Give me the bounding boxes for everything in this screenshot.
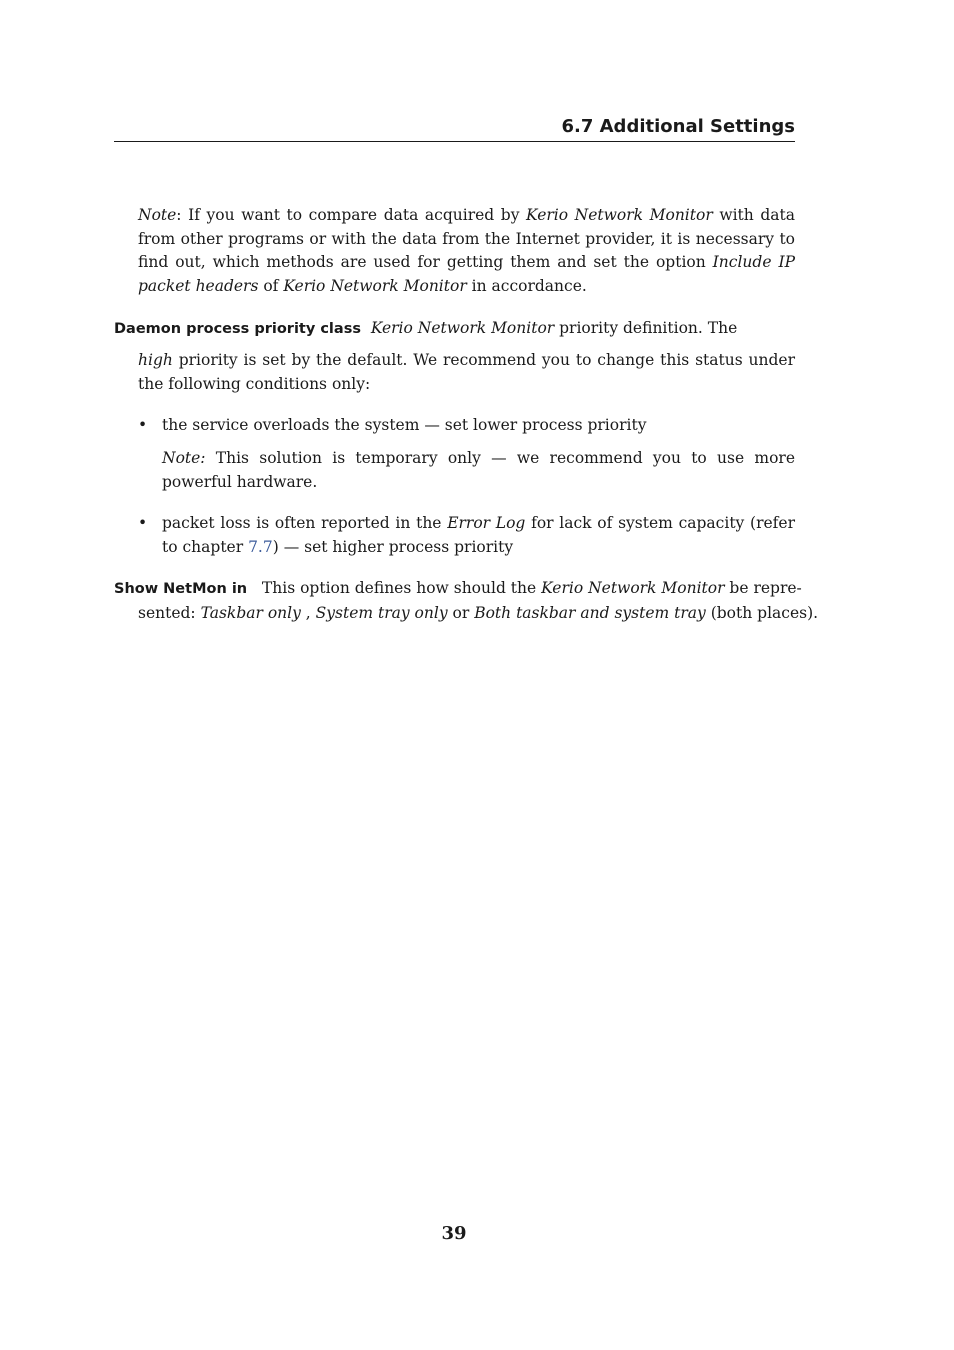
chapter-link[interactable]: 7.7 <box>248 537 273 556</box>
daemon-paragraph <box>138 349 795 396</box>
show-netmon-line-1 <box>114 577 802 602</box>
option-taskbar-only: Taskbar only <box>200 603 301 622</box>
note-paragraph <box>138 204 795 299</box>
show-text-1: This option defines how should the <box>261 579 542 597</box>
item2-text-1: packet loss is often reported in the <box>162 514 448 532</box>
sub-note <box>162 447 795 494</box>
bullet-icon: • <box>138 416 148 434</box>
note-text-1: : If you want to compare data acquired by <box>176 206 527 224</box>
option-system-tray-only: System tray only <box>315 603 448 622</box>
show-text-3: sented: <box>138 603 201 622</box>
definition-term: Daemon process priority class <box>114 321 361 337</box>
item2-text-2: for lack of system capacity (refer to chapter <box>162 514 795 556</box>
product-name: Kerio Network Monitor <box>541 579 725 597</box>
show-text-6: (both places). <box>705 603 819 622</box>
show-netmon-line-2 <box>114 602 819 626</box>
note-text-2: with data from other programs or with the data from the Internet provider, it is necessary to find out, which methods are used for getting them and set the option <box>138 206 795 272</box>
daemon-definition-heading <box>114 317 795 342</box>
note-text-4: in accordance. <box>466 277 587 296</box>
bullet-icon: • <box>138 514 148 532</box>
item2-text-3: ) — set higher process priority <box>272 537 514 556</box>
section-header: 6.7 Additional Settings <box>561 116 795 137</box>
header-rule <box>114 141 795 142</box>
show-text-5: or <box>447 603 475 622</box>
option-name: Include IP packet headers <box>138 253 795 296</box>
show-netmon-definition <box>114 577 819 625</box>
list-item-text <box>162 512 795 559</box>
page-number: 39 <box>441 1223 467 1244</box>
product-name: Kerio Network Monitor <box>370 319 555 337</box>
option-both: Both taskbar and system tray <box>474 603 706 622</box>
show-text-4: , <box>300 603 316 622</box>
product-name: Kerio Network Monitor <box>526 206 713 224</box>
definition-term: Show NetMon in <box>114 581 248 597</box>
show-text-2: be repre- <box>724 579 802 597</box>
daemon-text-2: priority is set by the default. We recommend you to change this status under the following conditions only: <box>138 351 795 393</box>
priority-high: high <box>138 351 173 369</box>
sub-note-text: This solution is temporary only — we recommend you to use more powerful hardware. <box>162 449 795 491</box>
daemon-text-1: priority definition. The <box>554 319 738 337</box>
note-label: Note <box>138 206 177 224</box>
list-item-text: the service overloads the system — set lower process priority <box>162 416 647 434</box>
error-log-name: Error Log <box>447 514 526 532</box>
note-label: Note: <box>162 449 206 467</box>
note-text-3: of <box>258 277 284 296</box>
product-name: Kerio Network Monitor <box>283 277 467 296</box>
